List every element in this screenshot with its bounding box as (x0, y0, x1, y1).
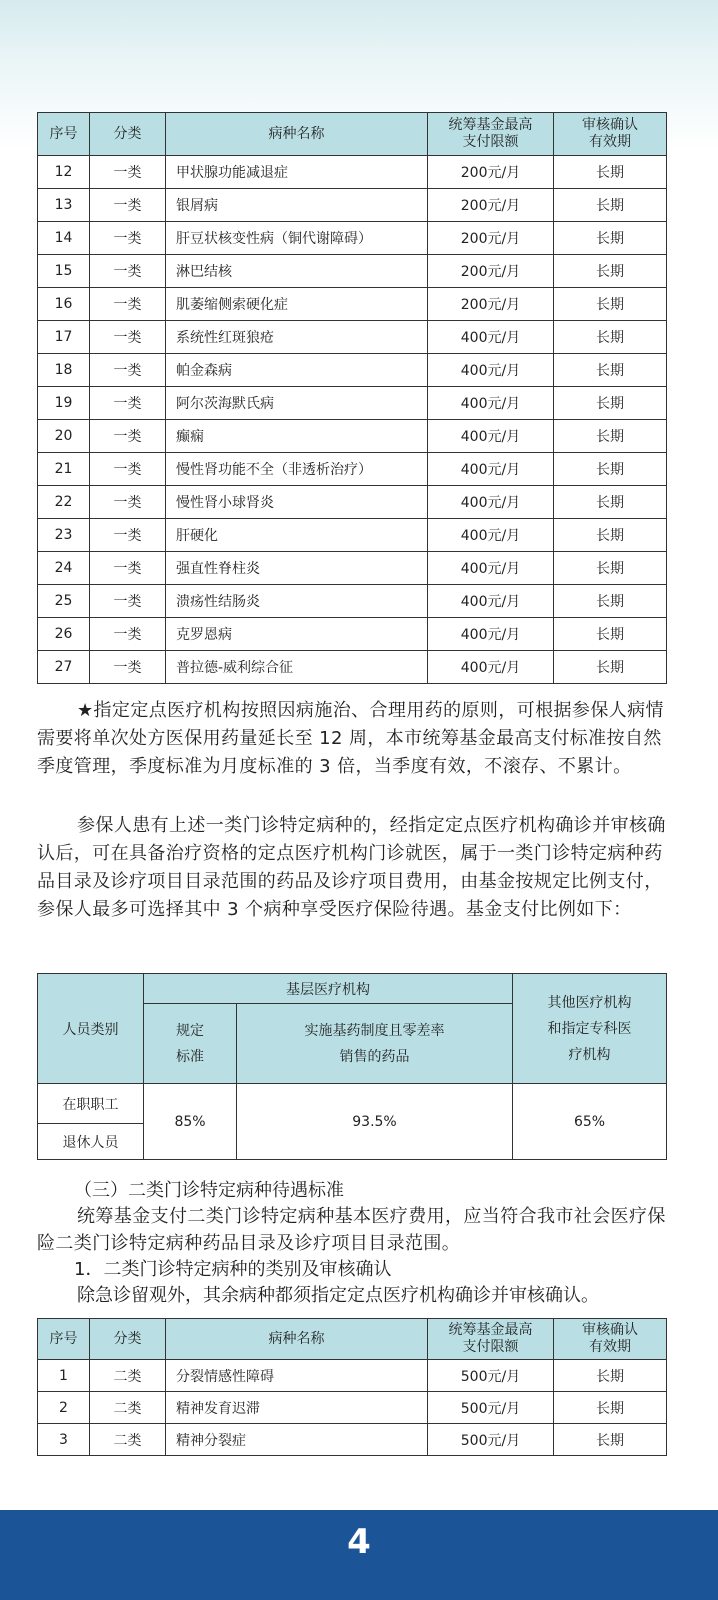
row-number: 18 (38, 354, 90, 387)
row-category: 一类 (90, 354, 166, 387)
row-number: 24 (38, 552, 90, 585)
row-payment-limit: 400元/月 (428, 519, 554, 552)
row-validity: 长期 (554, 189, 667, 222)
row-payment-limit: 500元/月 (428, 1424, 554, 1456)
table-row (38, 354, 667, 387)
row-label-employed: 在职职工 (38, 1084, 144, 1124)
row-validity: 长期 (554, 1360, 667, 1392)
table-row (38, 222, 667, 255)
table-row (38, 453, 667, 486)
row-payment-limit: 400元/月 (428, 354, 554, 387)
row-validity: 长期 (554, 1424, 667, 1456)
row-disease-name: 溃疡性结肠炎 (166, 585, 428, 618)
row-number: 23 (38, 519, 90, 552)
row-disease-name: 分裂情感性障碍 (166, 1360, 428, 1392)
header-payment-limit: 统筹基金最高 支付限额 (428, 113, 554, 156)
ratio-header-row-1 (38, 974, 667, 1004)
row-number: 15 (38, 255, 90, 288)
row-disease-name: 克罗恩病 (166, 618, 428, 651)
table-row (38, 585, 667, 618)
row-disease-name: 阿尔茨海默氏病 (166, 387, 428, 420)
row-disease-name: 甲状腺功能减退症 (166, 156, 428, 189)
table-header-row (38, 1319, 667, 1360)
row-number: 20 (38, 420, 90, 453)
row-payment-limit: 400元/月 (428, 387, 554, 420)
row-number: 14 (38, 222, 90, 255)
row-payment-limit: 200元/月 (428, 288, 554, 321)
table-row (38, 189, 667, 222)
row-disease-name: 淋巴结核 (166, 255, 428, 288)
row-disease-name: 普拉德-威利综合征 (166, 651, 428, 684)
row-category: 一类 (90, 552, 166, 585)
header-no: 序号 (38, 1319, 90, 1360)
row-payment-limit: 500元/月 (428, 1360, 554, 1392)
table-row (38, 255, 667, 288)
row-category: 一类 (90, 255, 166, 288)
header-validity: 审核确认 有效期 (554, 113, 667, 156)
row-validity: 长期 (554, 651, 667, 684)
row-number: 13 (38, 189, 90, 222)
disease-table-class2 (37, 1318, 667, 1456)
table-row (38, 618, 667, 651)
row-number: 12 (38, 156, 90, 189)
row-validity: 长期 (554, 618, 667, 651)
row-number: 26 (38, 618, 90, 651)
row-disease-name: 肌萎缩侧索硬化症 (166, 288, 428, 321)
table-row (38, 651, 667, 684)
row-validity: 长期 (554, 222, 667, 255)
note-paragraph: ★指定定点医疗机构按照因病施治、合理用药的原则，可根据参保人病情需要将单次处方医保用药量延长至 12 周，本市统筹基金最高支付标准按自然季度管理，季度标准为月度标准的 3 倍，当季度有效，不滚存、不累计。 (37, 700, 664, 777)
row-category: 一类 (90, 288, 166, 321)
row-category: 一类 (90, 618, 166, 651)
row-validity: 长期 (554, 354, 667, 387)
row-number: 3 (38, 1424, 90, 1456)
payment-ratio-table (37, 973, 667, 1160)
row-payment-limit: 200元/月 (428, 189, 554, 222)
row-category: 一类 (90, 420, 166, 453)
exception-paragraph: 除急诊留观外，其余病种都须指定定点医疗机构确诊并审核确认。 (77, 1285, 599, 1306)
row-category: 一类 (90, 321, 166, 354)
row-disease-name: 银屑病 (166, 189, 428, 222)
value-basic-drug: 93.5% (237, 1084, 513, 1160)
row-disease-name: 帕金森病 (166, 354, 428, 387)
class2-scope-paragraph: 统筹基金支付二类门诊特定病种基本医疗费用，应当符合我市社会医疗保险二类门诊特定病种药品目录及诊疗项目目录范围。 (37, 1206, 666, 1254)
disease-table-class1 (37, 112, 667, 684)
header-person-category: 人员类别 (38, 974, 144, 1084)
row-validity: 长期 (554, 156, 667, 189)
row-validity: 长期 (554, 255, 667, 288)
row-validity: 长期 (554, 321, 667, 354)
row-validity: 长期 (554, 519, 667, 552)
header-disease-name: 病种名称 (166, 1319, 428, 1360)
eligibility-paragraph: 参保人患有上述一类门诊特定病种的，经指定定点医疗机构确诊并审核确认后，可在具备治疗资格的定点医疗机构门诊就医，属于一类门诊特定病种药品目录及诊疗项目目录范围的药品及诊疗项目费用，由基金按规定比例支付，参保人最多可选择其中 3 个病种享受医疗保险待遇。基金支付比例如下： (37, 815, 666, 920)
row-category: 二类 (90, 1424, 166, 1456)
row-disease-name: 肝硬化 (166, 519, 428, 552)
row-number: 2 (38, 1392, 90, 1424)
row-category: 一类 (90, 156, 166, 189)
page-number: 4 (347, 1522, 371, 1562)
section-heading-class2: （三）二类门诊特定病种待遇标准 (74, 1180, 344, 1201)
row-validity: 长期 (554, 420, 667, 453)
table-row (38, 1424, 667, 1456)
row-number: 22 (38, 486, 90, 519)
row-number: 16 (38, 288, 90, 321)
row-category: 一类 (90, 486, 166, 519)
header-category: 分类 (90, 113, 166, 156)
row-payment-limit: 200元/月 (428, 255, 554, 288)
row-disease-name: 癫痫 (166, 420, 428, 453)
header-standard: 规定 标准 (144, 1004, 237, 1084)
row-disease-name: 系统性红斑狼疮 (166, 321, 428, 354)
table-row (38, 519, 667, 552)
row-number: 1 (38, 1360, 90, 1392)
table-row (38, 1360, 667, 1392)
row-disease-name: 肝豆状核变性病（铜代谢障碍） (166, 222, 428, 255)
row-payment-limit: 400元/月 (428, 651, 554, 684)
row-category: 一类 (90, 519, 166, 552)
row-payment-limit: 200元/月 (428, 222, 554, 255)
row-payment-limit: 400元/月 (428, 618, 554, 651)
row-label-retired: 退休人员 (38, 1124, 144, 1160)
row-payment-limit: 400元/月 (428, 552, 554, 585)
row-number: 19 (38, 387, 90, 420)
header-other-institution: 其他医疗机构 和指定专科医 疗机构 (513, 974, 667, 1084)
table-header-row (38, 113, 667, 156)
row-validity: 长期 (554, 387, 667, 420)
table-row (38, 321, 667, 354)
header-category: 分类 (90, 1319, 166, 1360)
value-standard: 85% (144, 1084, 237, 1160)
row-validity: 长期 (554, 486, 667, 519)
row-disease-name: 精神发育迟滞 (166, 1392, 428, 1424)
row-payment-limit: 400元/月 (428, 585, 554, 618)
table-row (38, 1392, 667, 1424)
row-category: 一类 (90, 222, 166, 255)
header-validity: 审核确认 有效期 (554, 1319, 667, 1360)
subsection-heading: 1．二类门诊特定病种的类别及审核确认 (74, 1259, 392, 1280)
row-validity: 长期 (554, 288, 667, 321)
row-validity: 长期 (554, 585, 667, 618)
row-payment-limit: 200元/月 (428, 156, 554, 189)
row-payment-limit: 500元/月 (428, 1392, 554, 1424)
row-payment-limit: 400元/月 (428, 453, 554, 486)
header-disease-name: 病种名称 (166, 113, 428, 156)
row-category: 一类 (90, 387, 166, 420)
header-basic-drug: 实施基药制度且零差率 销售的药品 (237, 1004, 513, 1084)
row-disease-name: 慢性肾功能不全（非透析治疗） (166, 453, 428, 486)
table-row (38, 552, 667, 585)
row-category: 一类 (90, 189, 166, 222)
value-other-institution: 65% (513, 1084, 667, 1160)
ratio-row-employed (38, 1084, 667, 1124)
row-disease-name: 慢性肾小球肾炎 (166, 486, 428, 519)
row-number: 21 (38, 453, 90, 486)
header-payment-limit: 统筹基金最高 支付限额 (428, 1319, 554, 1360)
table-row (38, 288, 667, 321)
header-grassroots-institution: 基层医疗机构 (144, 974, 513, 1004)
row-payment-limit: 400元/月 (428, 420, 554, 453)
row-category: 一类 (90, 585, 166, 618)
table-row (38, 486, 667, 519)
row-disease-name: 强直性脊柱炎 (166, 552, 428, 585)
row-category: 一类 (90, 453, 166, 486)
row-validity: 长期 (554, 453, 667, 486)
page-footer (0, 1510, 718, 1600)
table-row (38, 387, 667, 420)
row-payment-limit: 400元/月 (428, 486, 554, 519)
table-row (38, 156, 667, 189)
row-number: 25 (38, 585, 90, 618)
row-disease-name: 精神分裂症 (166, 1424, 428, 1456)
table-row (38, 420, 667, 453)
row-category: 一类 (90, 651, 166, 684)
row-number: 27 (38, 651, 90, 684)
row-validity: 长期 (554, 1392, 667, 1424)
row-number: 17 (38, 321, 90, 354)
row-payment-limit: 400元/月 (428, 321, 554, 354)
row-validity: 长期 (554, 552, 667, 585)
row-category: 二类 (90, 1360, 166, 1392)
header-no: 序号 (38, 113, 90, 156)
row-category: 二类 (90, 1392, 166, 1424)
